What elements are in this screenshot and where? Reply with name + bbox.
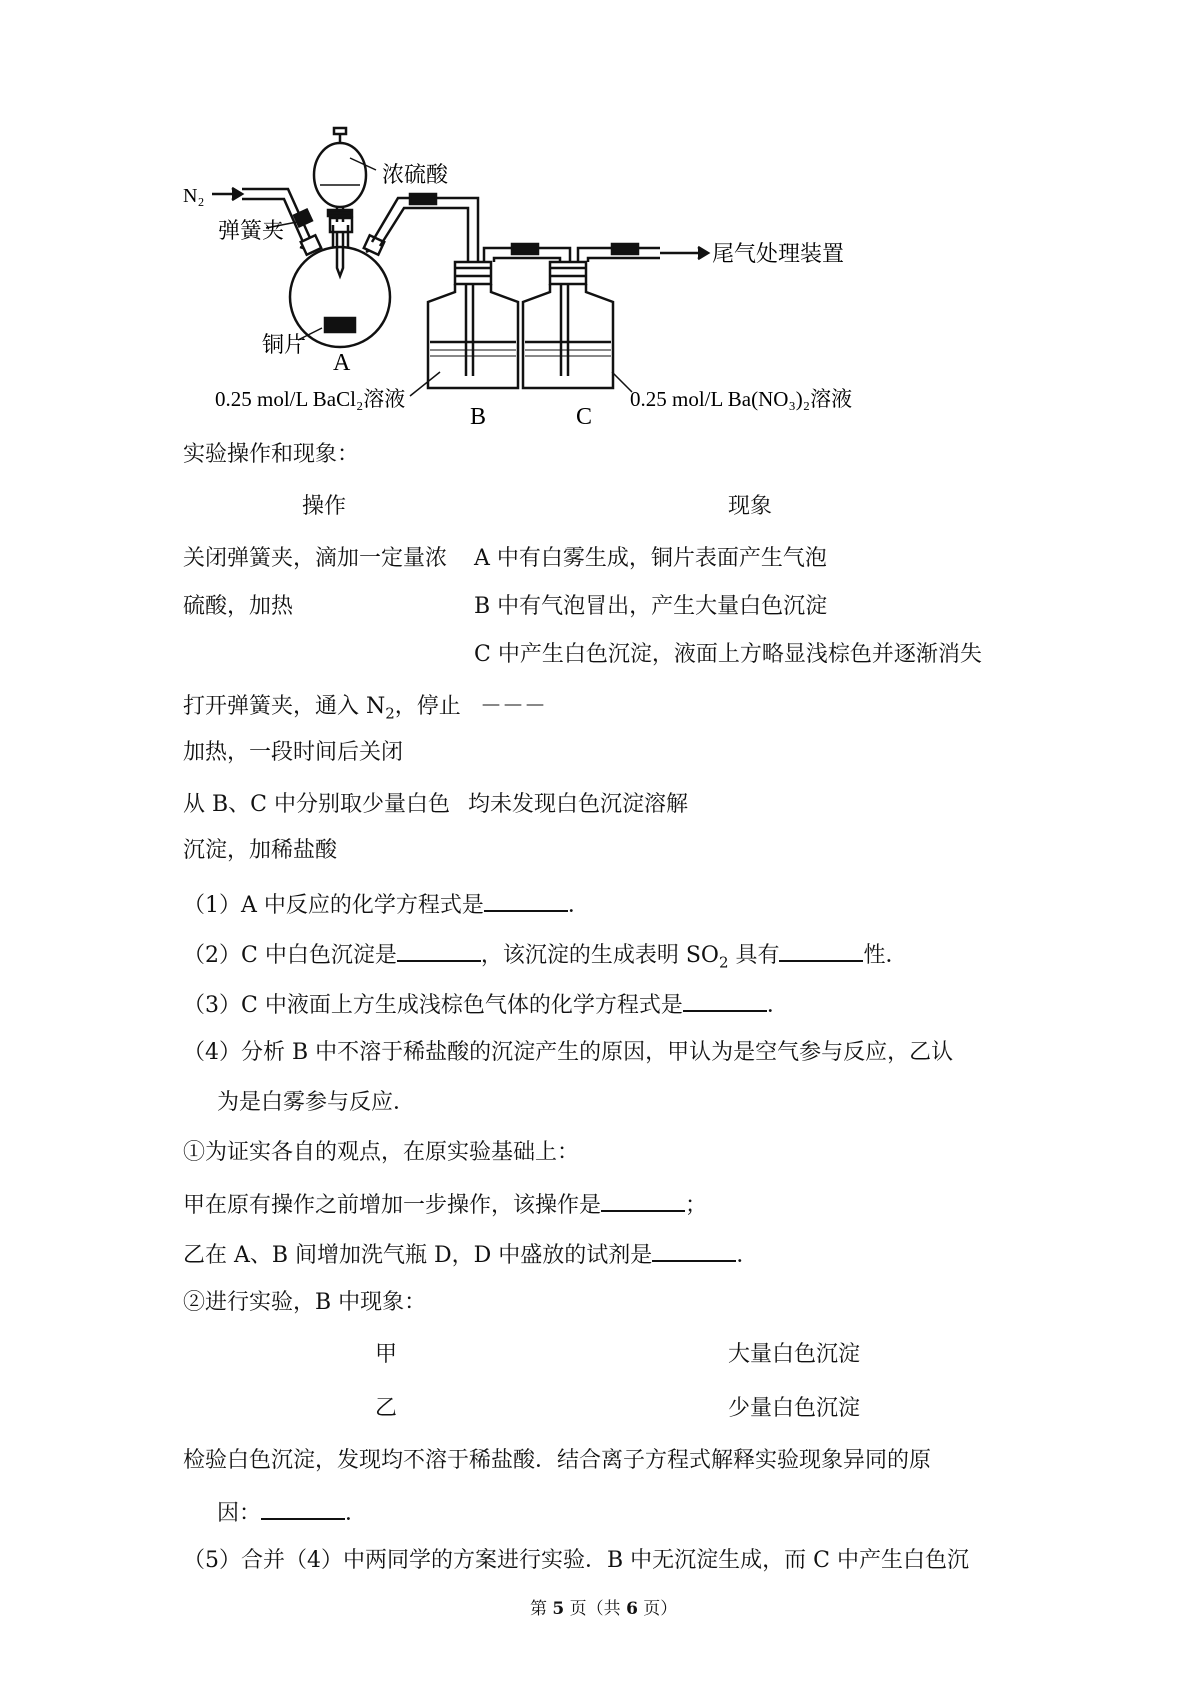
intro-text: 实验操作和现象：: [183, 442, 360, 467]
col-phenomenon-header: 现象: [728, 494, 773, 519]
q4-part2-jia: 甲: [375, 1342, 398, 1367]
question-1: （1）A 中反应的化学方程式是 ．: [183, 888, 590, 921]
question-5: （5）合并（4）中两同学的方案进行实验．B 中无沉淀生成，而 C 中产生白色沉: [183, 1548, 969, 1573]
exhaust-label: 尾气处理装置: [712, 241, 845, 266]
question-4-line1: （4）分析 B 中不溶于稀盐酸的沉淀产生的原因，甲认为是空气参与反应，乙认: [183, 1040, 954, 1065]
answer-blank[interactable]: [397, 938, 481, 962]
question-2: （2）C 中白色沉淀是 ，该沉淀的生成表明 $SO_2$ 具有 性．: [183, 938, 908, 971]
answer-blank[interactable]: [779, 938, 863, 962]
row2-ph: －－－: [480, 694, 547, 719]
row1-ph-line2: B 中有气泡冒出，产生大量白色沉淀: [474, 594, 828, 619]
q4-part3-line2: 因： ．: [217, 1496, 367, 1529]
q4-part1-head: ①为证实各自的观点，在原实验基础上：: [183, 1140, 580, 1165]
q4-part2-jia-phenomenon: 大量白色沉淀: [728, 1342, 861, 1367]
row3-op-line1: 从 B、C 中分别取少量白色: [183, 792, 450, 817]
row3-ph: 均未发现白色沉淀溶解: [468, 792, 689, 817]
page-footer: 第 5 页（共 6 页）: [530, 1599, 678, 1619]
answer-blank[interactable]: [261, 1496, 345, 1520]
answer-blank[interactable]: [484, 888, 568, 912]
col-operation-header: 操作: [302, 494, 347, 519]
q4-part3-line1: 检验白色沉淀，发现均不溶于稀盐酸．结合离子方程式解释实验现象异同的原: [183, 1448, 932, 1473]
answer-blank[interactable]: [683, 988, 767, 1012]
question-3: （3）C 中液面上方生成浅棕色气体的化学方程式是 ．: [183, 988, 789, 1021]
q4-part2-head: ②进行实验，B 中现象：: [183, 1290, 427, 1315]
row1-ph-line3: C 中产生白色沉淀，液面上方略显浅棕色并逐渐消失: [474, 642, 982, 667]
row2-op-line2: 加热，一段时间后关闭: [183, 740, 404, 765]
clamp-label: 弹簧夹: [218, 218, 285, 243]
row1-ph-line1: A 中有白雾生成，铜片表面产生气泡: [474, 546, 827, 571]
answer-blank[interactable]: [601, 1188, 685, 1212]
q4-part1-yi: 乙在 A、B 间增加洗气瓶 D，D 中盛放的试剂是 ．: [183, 1238, 758, 1271]
q4-part2-yi: 乙: [375, 1396, 398, 1421]
copper-label: 铜片: [262, 332, 307, 357]
question-4-line2: 为是白雾参与反应．: [217, 1090, 416, 1115]
n2-label: N₂: [183, 185, 205, 207]
q4-part2-yi-phenomenon: 少量白色沉淀: [728, 1396, 861, 1421]
bottle-b-label: B: [470, 404, 487, 430]
q4-part1-jia: 甲在原有操作之前增加一步操作，该操作是 ；: [183, 1188, 707, 1221]
acid-label: 浓硫酸: [382, 162, 449, 187]
solution-c-label: 0.25 mol/L Ba(NO₃)₂溶液: [630, 387, 853, 411]
apparatus-figure: [0, 0, 1200, 440]
row3-op-line2: 沉淀，加稀盐酸: [183, 838, 338, 863]
row2-op-line1: 打开弹簧夹，通入 $N_2$，停止: [183, 694, 461, 723]
flask-label: A: [333, 350, 351, 376]
answer-blank[interactable]: [652, 1238, 736, 1262]
solution-b-label: 0.25 mol/L BaCl₂溶液: [215, 387, 406, 411]
row1-op-line2: 硫酸，加热: [183, 594, 294, 619]
bottle-c-label: C: [576, 404, 593, 430]
row1-op-line1: 关闭弹簧夹，滴加一定量浓: [183, 546, 448, 571]
